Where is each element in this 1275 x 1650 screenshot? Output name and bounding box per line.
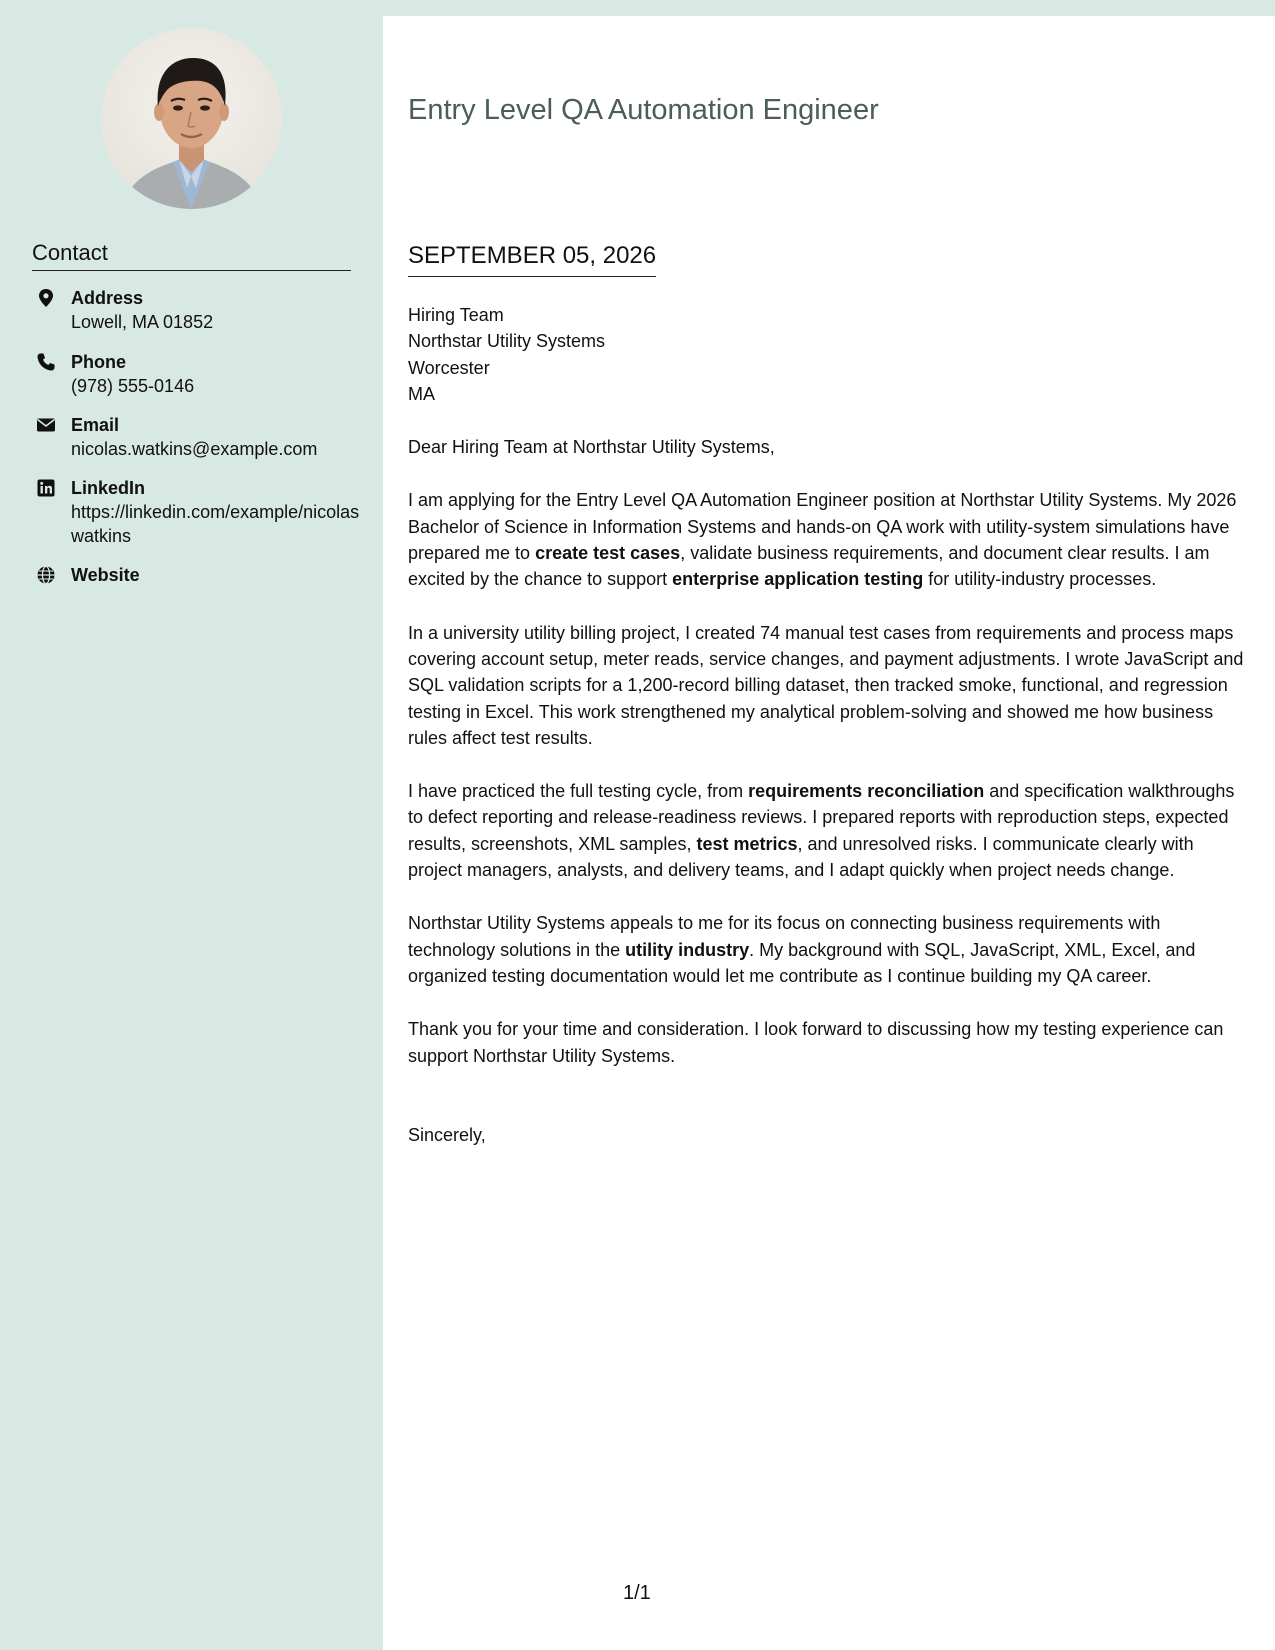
website-label: Website xyxy=(71,565,140,585)
recipient-line: Worcester xyxy=(408,357,490,378)
recipient-line: MA xyxy=(408,383,435,404)
address-value: Lowell, MA 01852 xyxy=(71,312,214,332)
recipient-line: Northstar Utility Systems xyxy=(408,331,606,352)
sidebar xyxy=(0,0,383,1650)
envelope-icon xyxy=(36,415,56,435)
bold-phrase: create test cases xyxy=(535,543,681,564)
map-pin-icon xyxy=(36,288,56,308)
bold-phrase: utility industry xyxy=(625,939,750,960)
bold-phrase: test metrics xyxy=(696,833,798,854)
letter-panel xyxy=(383,16,1275,1650)
phone-icon xyxy=(36,352,56,372)
salutation: Dear Hiring Team at Northstar Utility Systems, xyxy=(408,437,775,458)
paragraph-intro xyxy=(408,487,1248,592)
phone-label: Phone xyxy=(71,352,127,372)
email-label: Email xyxy=(71,415,120,435)
job-title: Entry Level QA Automation Engineer xyxy=(408,94,879,126)
person-portrait-image xyxy=(101,28,282,209)
text-run: , validate business requirements, and document clear results. I am excited by the chance to support xyxy=(408,543,1210,590)
address-label: Address xyxy=(71,288,144,308)
letter-body xyxy=(408,302,1248,1148)
paragraph-project: In a university utility billing project, I created 74 manual test cases from requirements and process maps covering account setup, meter reads, service changes, and payment adjustments. I wrote JavaScript and SQL validation scripts for a 1,200-record billing dataset, then tracked smoke, functional, and regression testing in Excel. This work strengthened my analytical problem-solving and showed me how business rules affect test results. xyxy=(408,622,1244,748)
bold-phrase: requirements reconciliation xyxy=(748,781,985,802)
text-run: and specification walkthroughs to defect reporting and release-readiness reviews. I prepared reports with reproduction steps, expected results, screenshots, XML samples, xyxy=(408,781,1235,854)
bold-phrase: enterprise application testing xyxy=(672,569,924,590)
paragraph-closing: Thank you for your time and consideration. I look forward to discussing how my testing experience can support Northstar Utility Systems. xyxy=(408,1019,1224,1066)
text-run: , and unresolved risks. I communicate clearly with project managers, analysts, and delivery teams, and I adapt quickly when project needs change. xyxy=(408,833,1194,881)
email-value[interactable]: nicolas.watkins@example.com xyxy=(71,439,318,459)
paragraph-testing-cycle xyxy=(408,778,1248,883)
phone-value: (978) 555-0146 xyxy=(71,376,195,396)
text-run: I am applying for the Entry Level QA Automation Engineer position at Northstar Utility Systems. My 2026 Bachelor of Science in Information Systems and hands-on QA work with utility-system simulations have prepared me to xyxy=(408,490,1237,564)
text-run: I have practiced the full testing cycle, from xyxy=(408,781,749,802)
paragraph-company-fit xyxy=(408,910,1248,989)
linkedin-value[interactable]: https://linkedin.com/example/nicolaswatkins xyxy=(71,502,360,546)
linkedin-label: LinkedIn xyxy=(71,478,146,498)
linkedin-icon xyxy=(36,478,56,498)
profile-photo xyxy=(101,28,282,209)
text-run: Northstar Utility Systems appeals to me for its focus on connecting business requirements with technology solutions in the xyxy=(408,913,1161,960)
text-run: . My background with SQL, JavaScript, XML, Excel, and organized testing documentation would let me contribute as I continue building my QA career. xyxy=(408,939,1196,986)
contact-heading: Contact xyxy=(32,240,351,271)
text-run: for utility-industry processes. xyxy=(923,569,1157,590)
letter-date: SEPTEMBER 05, 2026 xyxy=(408,242,656,277)
recipient-line: Hiring Team xyxy=(408,305,504,325)
signoff: Sincerely, xyxy=(408,1124,486,1145)
globe-icon xyxy=(36,565,56,585)
page-number: 1/1 xyxy=(623,1582,651,1604)
